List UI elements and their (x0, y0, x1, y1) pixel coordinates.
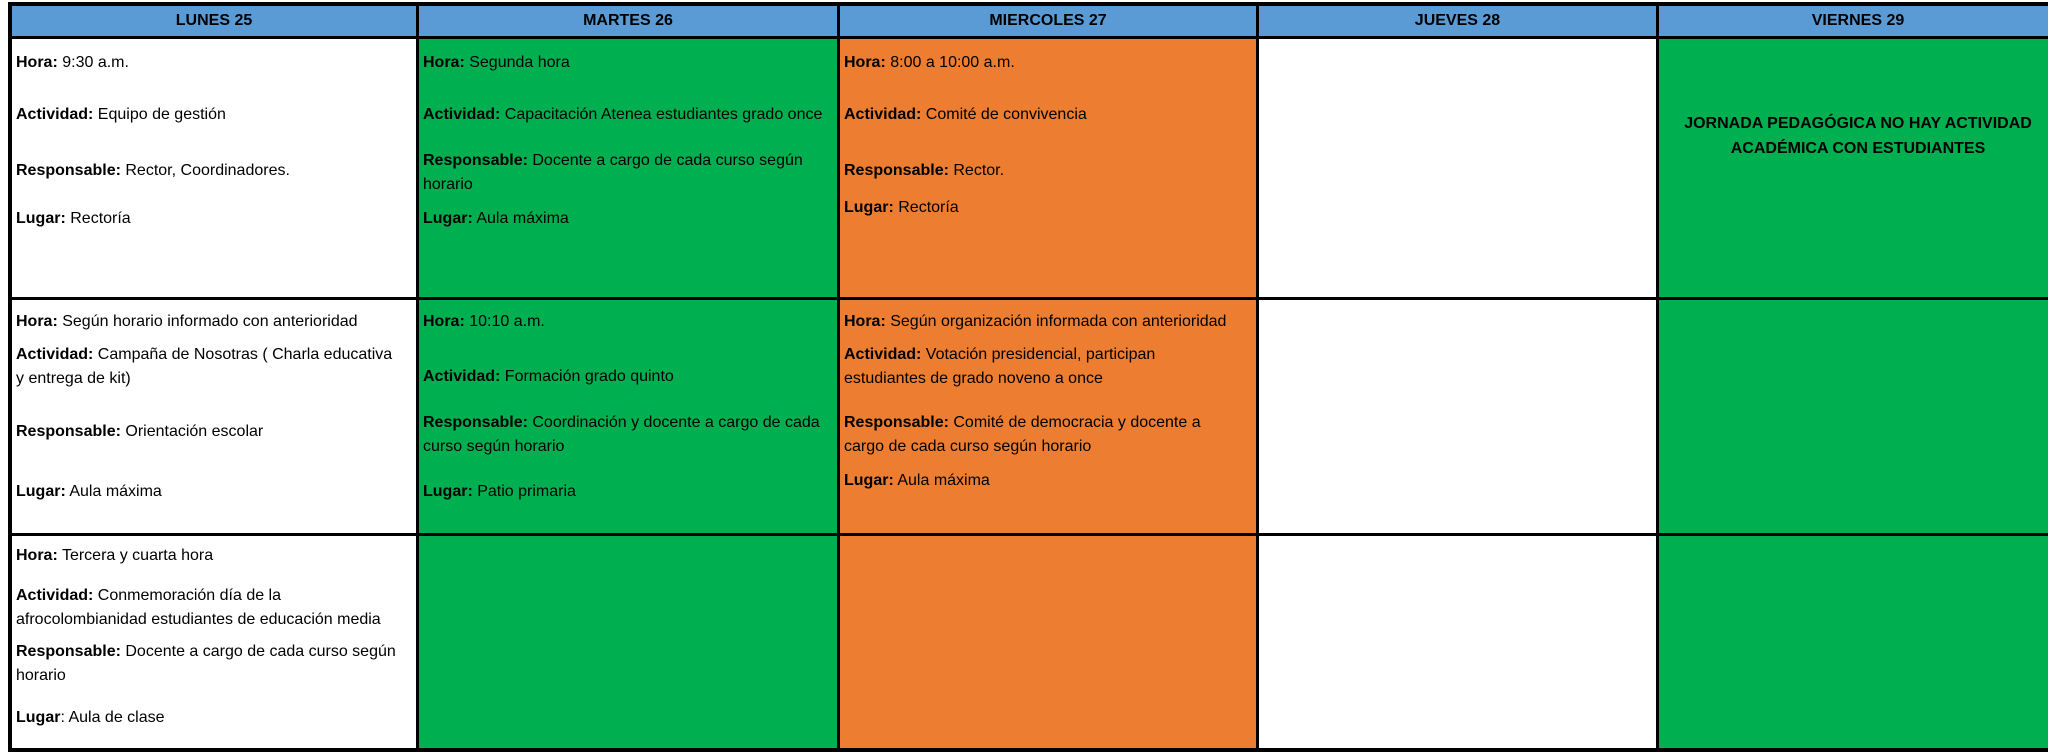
cell-jueves-row3 (1259, 536, 1656, 748)
hora-line: Hora: 10:10 a.m. (423, 313, 545, 330)
responsable-line: Responsable: Coordinación y docente a cargo de cada (423, 414, 820, 431)
lugar-line: Lugar: Rectoría (16, 210, 131, 227)
cell-lunes-row2 (12, 300, 416, 533)
cell-viernes-row2 (1659, 300, 2048, 533)
lugar-line: Lugar: Aula de clase (16, 709, 165, 726)
cell-jueves-row1 (1259, 39, 1656, 297)
header-lunes: LUNES 25 (12, 6, 416, 36)
header-viernes: VIERNES 29 (1659, 6, 2048, 36)
actividad-line: Actividad: Conmemoración día de la (16, 587, 282, 604)
actividad-line-2: afrocolombianidad estudiantes de educación media (16, 611, 381, 628)
header-martes: MARTES 26 (419, 6, 837, 36)
jornada-notice: JORNADA PEDAGÓGICA NO HAY ACTIVIDAD ACADÉMICA CON ESTUDIANTES (1684, 115, 2032, 157)
actividad-line: Actividad: Capacitación Atenea estudiantes grado once (423, 106, 823, 123)
cell-miercoles-row3 (840, 536, 1256, 748)
hora-line: Hora: 8:00 a 10:00 a.m. (844, 54, 1015, 71)
lugar-line: Lugar: Aula máxima (16, 483, 162, 500)
responsable-line: Responsable: Comité de democracia y docente a (844, 414, 1201, 431)
actividad-line-2: y entrega de kit) (16, 370, 131, 387)
responsable-line-2: horario (16, 667, 66, 684)
schedule-table (8, 2, 2048, 752)
cell-viernes-row1 (1659, 39, 2048, 297)
lugar-line: Lugar: Patio primaria (423, 483, 576, 500)
responsable-line: Responsable: Rector, Coordinadores. (16, 162, 290, 179)
header-miercoles: MIERCOLES 27 (840, 6, 1256, 36)
cell-martes-row1 (419, 39, 837, 297)
responsable-line: Responsable: Docente a cargo de cada curso según (16, 643, 396, 660)
hora-line: Hora: Según horario informado con anterioridad (16, 313, 358, 330)
responsable-line: Responsable: Rector. (844, 162, 1005, 179)
cell-martes-row3 (419, 536, 837, 748)
actividad-line: Actividad: Equipo de gestión (16, 106, 226, 123)
responsable-line: Responsable: Orientación escolar (16, 423, 264, 440)
hora-line: Hora: Tercera y cuarta hora (16, 547, 214, 564)
header-jueves: JUEVES 28 (1259, 6, 1656, 36)
lugar-line: Lugar: Rectoría (844, 199, 959, 216)
actividad-line: Actividad: Votación presidencial, participan (844, 346, 1156, 363)
actividad-line: Actividad: Campaña de Nosotras ( Charla educativa (16, 346, 393, 363)
responsable-line-2: cargo de cada curso según horario (844, 438, 1092, 455)
lugar-line: Lugar: Aula máxima (844, 472, 990, 489)
hora-line: Hora: Segunda hora (423, 54, 570, 71)
cell-miercoles-row2 (840, 300, 1256, 533)
responsable-line: Responsable: Docente a cargo de cada curso según (423, 152, 803, 169)
actividad-line: Actividad: Comité de convivencia (844, 106, 1087, 123)
cell-lunes-row1 (12, 39, 416, 297)
lugar-line: Lugar: Aula máxima (423, 210, 569, 227)
cell-jueves-row2 (1259, 300, 1656, 533)
actividad-line: Actividad: Formación grado quinto (423, 368, 674, 385)
cell-lunes-row3 (12, 536, 416, 748)
hora-line: Hora: Según organización informada con anterioridad (844, 313, 1227, 330)
actividad-line-2: estudiantes de grado noveno a once (844, 370, 1103, 387)
cell-martes-row2 (419, 300, 837, 533)
cell-miercoles-row1 (840, 39, 1256, 297)
cell-viernes-row3 (1659, 536, 2048, 748)
responsable-line-2: curso según horario (423, 438, 565, 455)
responsable-line-2: horario (423, 176, 473, 193)
hora-line: Hora: 9:30 a.m. (16, 54, 129, 71)
